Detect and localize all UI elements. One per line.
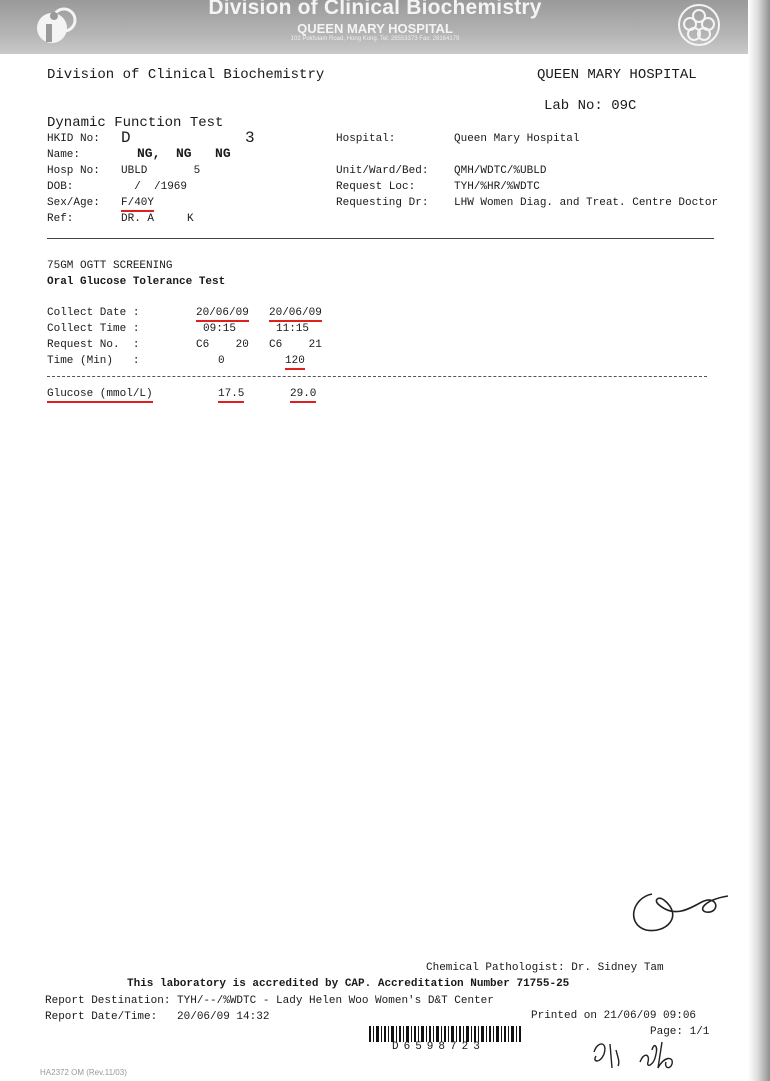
barcode-number: D6598723	[392, 1041, 485, 1053]
collect-time-2: 11:15	[276, 323, 310, 335]
collect-time-label: Collect Time :	[47, 323, 140, 335]
hospital-value: Queen Mary Hospital	[454, 133, 580, 145]
lab-number: Lab No: 09C	[544, 98, 637, 114]
hkid-value-end: 3	[245, 129, 255, 147]
results-divider	[47, 376, 707, 377]
patient-name: NG, NG NG	[137, 146, 231, 161]
request-no-2: C6 21	[269, 339, 322, 351]
chemical-pathologist: Chemical Pathologist: Dr. Sidney Tam	[426, 962, 664, 974]
time-min-label: Time (Min) :	[47, 355, 140, 367]
time-min-1: 0	[218, 355, 225, 367]
banner-subtitle: QUEEN MARY HOSPITAL	[297, 21, 453, 36]
unit-label: Unit/Ward/Bed:	[336, 165, 429, 177]
hospital-label: Hospital:	[336, 133, 396, 145]
collect-date-1: 20/06/09	[196, 307, 249, 322]
requesting-dr-label: Requesting Dr:	[336, 197, 429, 209]
page-number: Page: 1/1	[650, 1026, 710, 1038]
request-no-label: Request No. :	[47, 339, 140, 351]
printed-on: Printed on 21/06/09 09:06	[531, 1010, 697, 1022]
section-title: Dynamic Function Test	[47, 115, 224, 131]
report-date-time: Report Date/Time: 20/06/09 14:32	[45, 1011, 270, 1023]
hkid-value-start: D	[121, 129, 131, 147]
hospital-authority-logo-icon	[34, 4, 90, 48]
header-divider	[47, 238, 714, 239]
glucose-label: Glucose (mmol/L)	[47, 388, 153, 403]
glucose-value-1: 17.5	[218, 388, 244, 403]
sex-age-value: F/40Y	[121, 197, 154, 212]
scan-shadow-edge	[748, 0, 770, 1081]
collect-time-1: 09:15	[203, 323, 237, 335]
unit-value: QMH/WDTC/%UBLD	[454, 165, 547, 177]
ref-label: Ref:	[47, 213, 74, 225]
name-label: Name:	[47, 149, 81, 161]
collect-date-2: 20/06/09	[269, 307, 322, 322]
sex-age-label: Sex/Age:	[47, 197, 100, 209]
form-number: HA2372 OM (Rev.11/03)	[40, 1068, 127, 1077]
test-code: 75GM OGTT SCREENING	[47, 260, 173, 272]
requesting-dr-value: LHW Women Diag. and Treat. Centre Doctor	[454, 197, 719, 209]
banner-address: 102 Pokfulam Road, Hong Kong. Tel: 28553373 Fax: 28164179	[290, 36, 460, 42]
initials-signature	[588, 1032, 692, 1074]
dob-label: DOB:	[47, 181, 74, 193]
collect-date-label: Collect Date :	[47, 307, 140, 319]
hospital-heading: QUEEN MARY HOSPITAL	[537, 67, 697, 83]
division-heading: Division of Clinical Biochemistry	[47, 67, 325, 83]
glucose-value-2: 29.0	[290, 388, 316, 403]
hkid-label: HKID No:	[47, 133, 100, 145]
ref-value: DR. A K	[121, 213, 194, 225]
flower-emblem-icon	[676, 2, 722, 48]
hosp-no-label: Hosp No:	[47, 165, 100, 177]
report-destination: Report Destination: TYH/--/%WDTC - Lady Helen Woo Women's D&T Center	[45, 995, 494, 1007]
handwritten-signature	[624, 886, 736, 936]
hosp-no-value: UBLD 5	[121, 165, 201, 177]
letterhead-banner	[0, 0, 752, 54]
dob-value: / /1969	[121, 181, 188, 193]
accreditation-statement: This laboratory is accredited by CAP. Accreditation Number 71755-25	[127, 978, 570, 990]
request-loc-label: Request Loc:	[336, 181, 416, 193]
test-name: Oral Glucose Tolerance Test	[47, 276, 226, 288]
time-min-2: 120	[285, 355, 305, 370]
request-loc-value: TYH/%HR/%WDTC	[454, 181, 540, 193]
banner-title: Division of Clinical Biochemistry	[208, 0, 542, 19]
request-no-1: C6 20	[196, 339, 249, 351]
